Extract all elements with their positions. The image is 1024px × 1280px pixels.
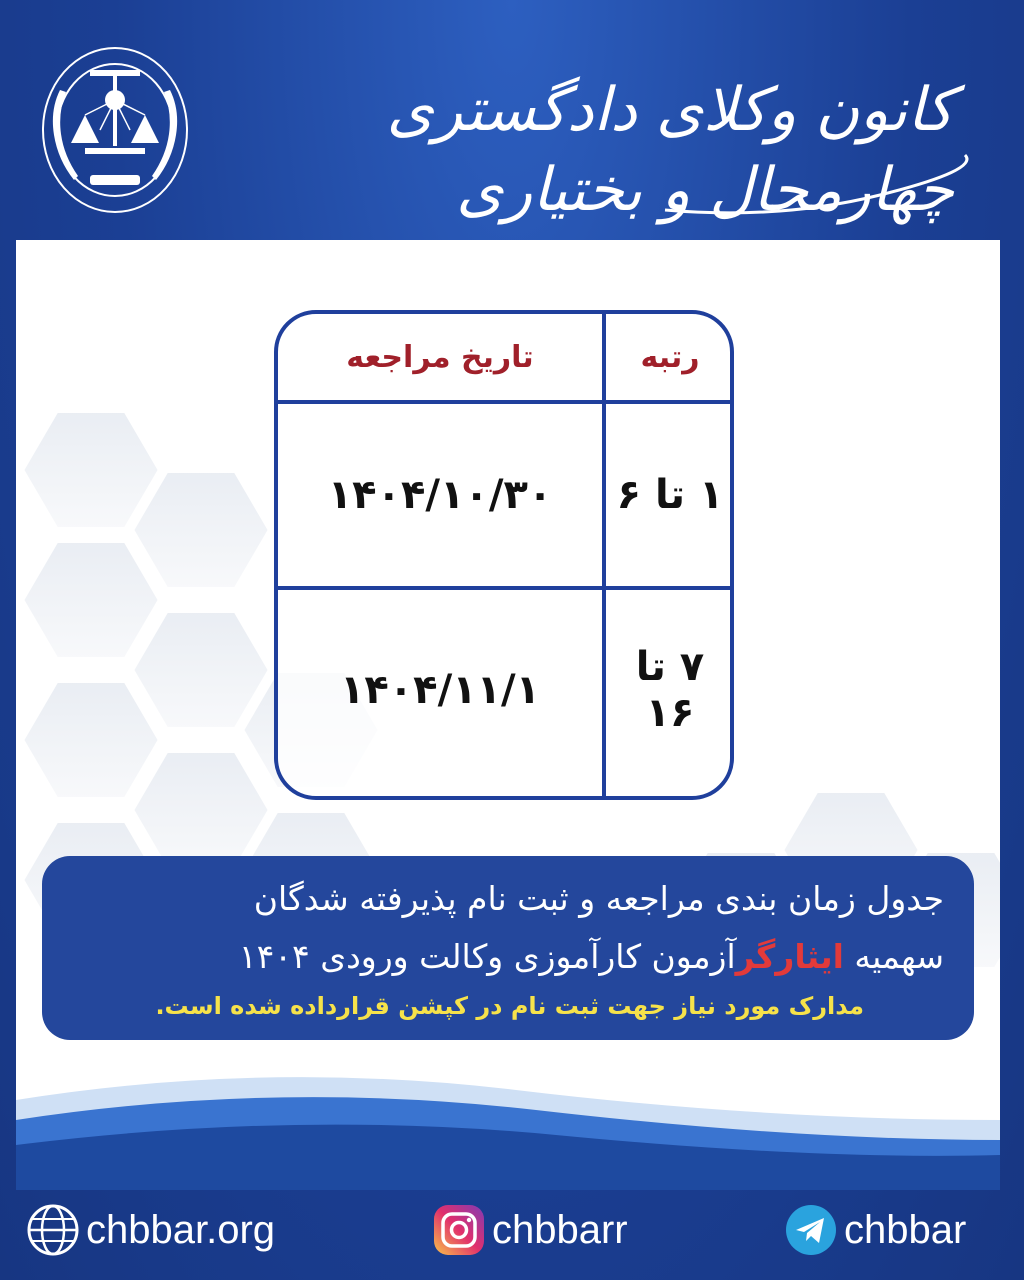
website-text: chbbar.org [86,1207,276,1252]
info-caption-note: مدارک مورد نیاز جهت ثبت نام در کپشن قرارداده شده است. [155,992,864,1020]
globe-icon [26,1203,80,1257]
column-header-date: تاریخ مراجعه [346,339,534,375]
column-header-rank: رتبه [640,339,700,375]
table-row [606,590,734,790]
date-cell: ۱۴۰۴/۱۱/۱ [339,667,541,713]
table-row [278,404,602,586]
wave-decoration [16,1060,1000,1190]
header-cell-date [278,314,602,400]
info-highlight: ایثارگر [735,937,844,976]
table-row [606,404,734,586]
header-cell-rank [606,314,734,400]
info-line-2-suffix: آزمون کارآموزی وکالت ورودی ۱۴۰۴ [238,937,736,976]
schedule-table [274,310,734,800]
instagram-link[interactable] [432,1200,628,1260]
info-line-1: جدول زمان بندی مراجعه و ثبت نام پذیرفته شدگان [253,879,944,918]
website-link[interactable] [26,1200,275,1260]
info-box [42,856,974,1040]
rank-cell: ۷ تا ۱۶ [635,644,705,736]
calligraphy-swash [660,150,970,220]
telegram-icon [784,1203,838,1257]
date-cell: ۱۴۰۴/۱۰/۳۰ [327,472,553,518]
header-title: کانون وکلای دادگستری چهارمحال و بختیاری [386,75,954,225]
telegram-link[interactable] [784,1200,966,1260]
telegram-text: chbbar [844,1207,967,1252]
instagram-icon [432,1203,486,1257]
info-line-2 [72,928,944,986]
instagram-text: chbbarr [492,1207,628,1252]
rank-cell: ۱ تا ۶ [616,472,724,518]
info-line-2-prefix: سهمیه [843,937,944,976]
content-panel [16,240,1000,1190]
bar-association-emblem [30,30,200,220]
table-row [278,590,602,790]
footer [0,1190,1024,1280]
